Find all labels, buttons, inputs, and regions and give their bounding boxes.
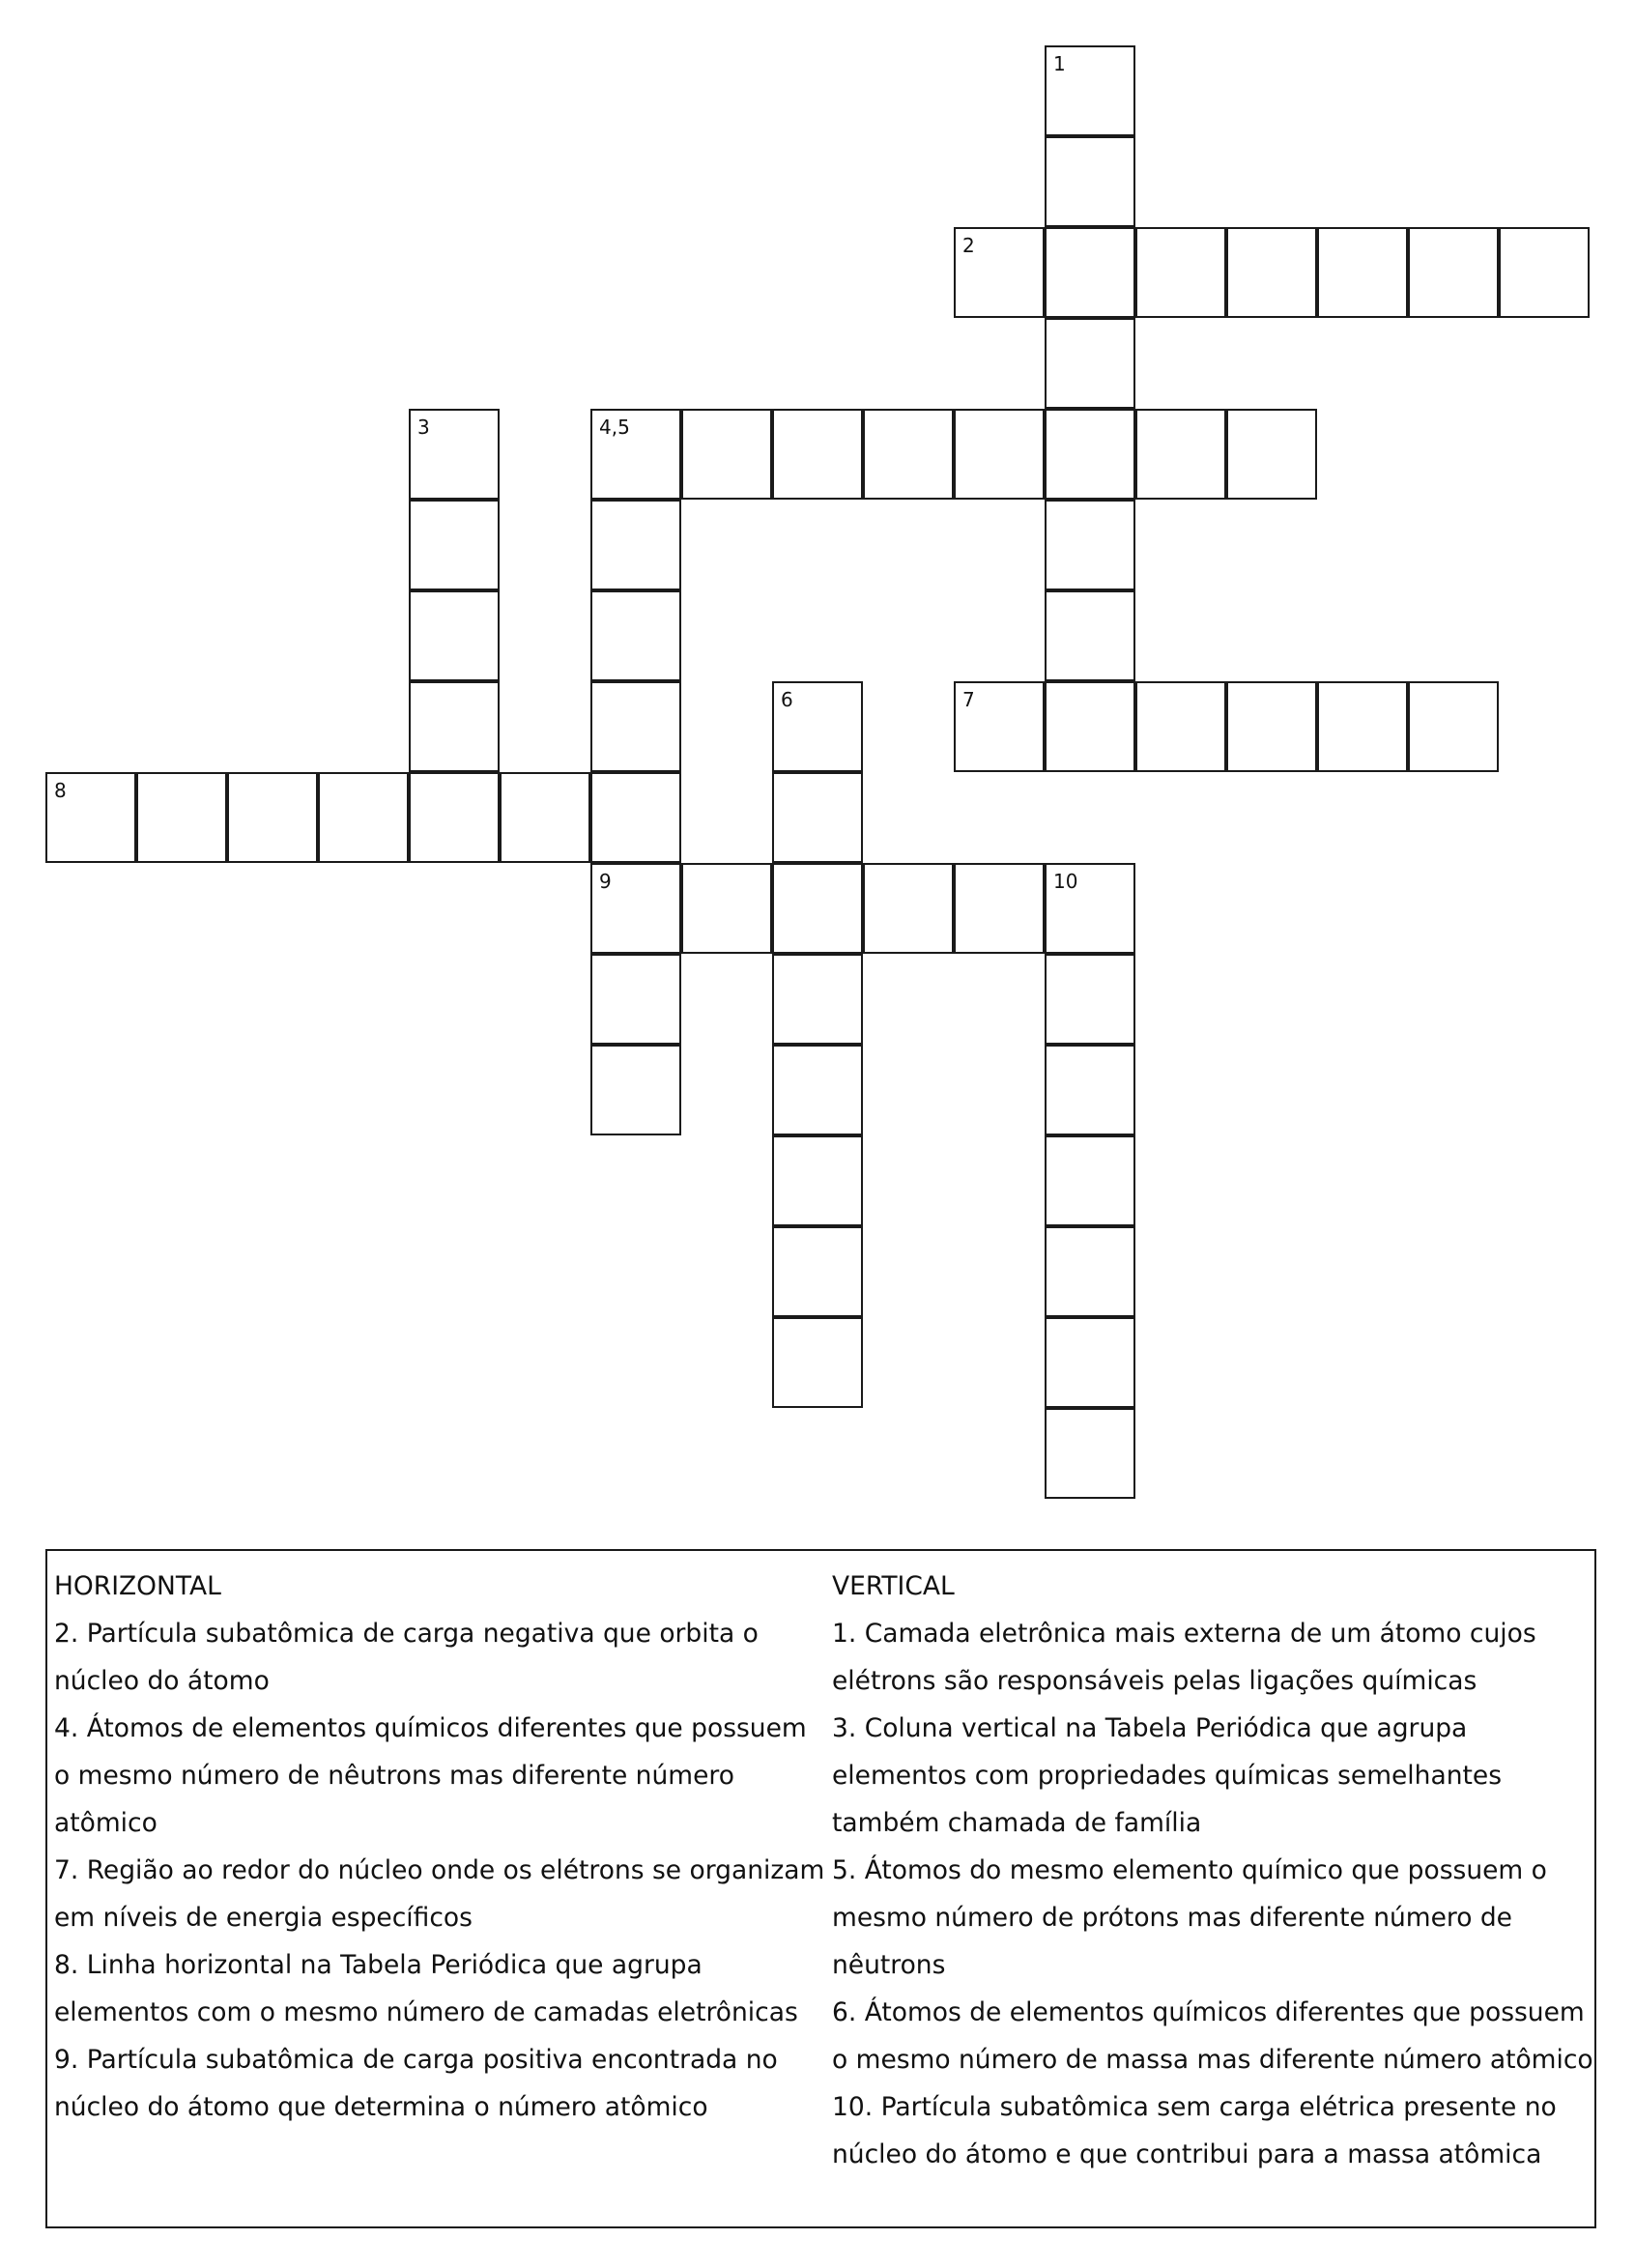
crossword-cell[interactable] bbox=[1408, 681, 1499, 772]
clue-horizontal-4: 4. Átomos de elementos químicos diferentes que possuem o mesmo número de nêutrons mas diferente número atômico bbox=[54, 1713, 807, 1838]
crossword-cell[interactable] bbox=[772, 1317, 863, 1408]
clue-number: 10 bbox=[1053, 870, 1078, 893]
crossword-cell[interactable] bbox=[45, 772, 136, 863]
clue-horizontal-9: 9. Partícula subatômica de carga positiva encontrada no núcleo do átomo que determina o número atômico bbox=[54, 2045, 778, 2122]
crossword-cell[interactable] bbox=[772, 409, 863, 500]
clue-number: 6 bbox=[781, 688, 793, 711]
crossword-cell[interactable] bbox=[1045, 1226, 1135, 1317]
crossword-cell[interactable] bbox=[1045, 45, 1135, 136]
crossword-cell[interactable] bbox=[1045, 136, 1135, 227]
crossword-cell[interactable] bbox=[590, 500, 681, 590]
clue-vertical-6: 6. Átomos de elementos químicos diferentes que possuem o mesmo número de massa mas diferente número atômico bbox=[832, 1997, 1593, 2075]
crossword-cell[interactable] bbox=[1045, 227, 1135, 318]
clue-number: 2 bbox=[962, 234, 975, 257]
crossword-cell[interactable] bbox=[863, 409, 954, 500]
crossword-cell[interactable] bbox=[1226, 227, 1317, 318]
crossword-cell[interactable] bbox=[1226, 409, 1317, 500]
crossword-cell[interactable] bbox=[681, 863, 772, 954]
crossword-cell[interactable] bbox=[954, 227, 1045, 318]
crossword-cell[interactable] bbox=[590, 863, 681, 954]
crossword-cell[interactable] bbox=[590, 590, 681, 681]
crossword-cell[interactable] bbox=[772, 954, 863, 1045]
crossword-cell[interactable] bbox=[590, 772, 681, 863]
crossword-cell[interactable] bbox=[227, 772, 318, 863]
crossword-cell[interactable] bbox=[1045, 409, 1135, 500]
crossword-cell[interactable] bbox=[954, 863, 1045, 954]
clue-number: 4,5 bbox=[599, 416, 630, 439]
crossword-cell[interactable] bbox=[409, 500, 500, 590]
crossword-cell[interactable] bbox=[1135, 227, 1226, 318]
horizontal-clues bbox=[54, 1563, 827, 2131]
crossword-cell[interactable] bbox=[681, 409, 772, 500]
clue-horizontal-2: 2. Partícula subatômica de carga negativa que orbita o núcleo do átomo bbox=[54, 1619, 759, 1696]
crossword-cell[interactable] bbox=[136, 772, 227, 863]
vertical-heading: VERTICAL bbox=[832, 1571, 955, 1601]
crossword-cell[interactable] bbox=[1045, 954, 1135, 1045]
crossword-cell[interactable] bbox=[954, 409, 1045, 500]
crossword-cell[interactable] bbox=[1045, 863, 1135, 954]
crossword-cell[interactable] bbox=[590, 681, 681, 772]
crossword-cell[interactable] bbox=[1045, 1045, 1135, 1135]
crossword-cell[interactable] bbox=[1045, 1408, 1135, 1499]
crossword-cell[interactable] bbox=[590, 409, 681, 500]
clue-vertical-1: 1. Camada eletrônica mais externa de um átomo cujos elétrons são responsáveis pelas ligações químicas bbox=[832, 1619, 1536, 1696]
crossword-cell[interactable] bbox=[1135, 409, 1226, 500]
crossword-cell[interactable] bbox=[1317, 681, 1408, 772]
crossword-cell[interactable] bbox=[1499, 227, 1590, 318]
clue-number: 8 bbox=[54, 779, 67, 802]
crossword-cell[interactable] bbox=[772, 681, 863, 772]
clue-vertical-10: 10. Partícula subatômica sem carga elétrica presente no núcleo do átomo e que contribui para a massa atômica bbox=[832, 2092, 1557, 2169]
clues-box bbox=[45, 1549, 1596, 2228]
crossword-cell[interactable] bbox=[772, 772, 863, 863]
clue-number: 1 bbox=[1053, 52, 1066, 75]
clue-vertical-3: 3. Coluna vertical na Tabela Periódica que agrupa elementos com propriedades químicas semelhantes também chamada de família bbox=[832, 1713, 1502, 1838]
horizontal-heading: HORIZONTAL bbox=[54, 1571, 221, 1601]
crossword-cell[interactable] bbox=[1226, 681, 1317, 772]
crossword-cell[interactable] bbox=[590, 954, 681, 1045]
crossword-cell[interactable] bbox=[772, 1135, 863, 1226]
crossword-cell[interactable] bbox=[1045, 318, 1135, 409]
crossword-cell[interactable] bbox=[1317, 227, 1408, 318]
crossword-cell[interactable] bbox=[1045, 590, 1135, 681]
clue-number: 7 bbox=[962, 688, 975, 711]
vertical-clues bbox=[832, 1563, 1595, 2178]
crossword-cell[interactable] bbox=[863, 863, 954, 954]
crossword-cell[interactable] bbox=[1045, 1317, 1135, 1408]
crossword-cell[interactable] bbox=[409, 772, 500, 863]
crossword-cell[interactable] bbox=[318, 772, 409, 863]
crossword-cell[interactable] bbox=[1045, 681, 1135, 772]
clue-number: 3 bbox=[417, 416, 430, 439]
crossword-cell[interactable] bbox=[409, 681, 500, 772]
crossword-cell[interactable] bbox=[409, 590, 500, 681]
clue-horizontal-8: 8. Linha horizontal na Tabela Periódica que agrupa elementos com o mesmo número de camadas eletrônicas bbox=[54, 1950, 798, 2027]
crossword-cell[interactable] bbox=[954, 681, 1045, 772]
crossword-cell[interactable] bbox=[772, 863, 863, 954]
crossword-cell[interactable] bbox=[1045, 1135, 1135, 1226]
clue-horizontal-7: 7. Região ao redor do núcleo onde os elétrons se organizam em níveis de energia específicos bbox=[54, 1855, 825, 1933]
crossword-cell[interactable] bbox=[1045, 500, 1135, 590]
crossword-cell[interactable] bbox=[772, 1045, 863, 1135]
crossword-cell[interactable] bbox=[1408, 227, 1499, 318]
crossword-cell[interactable] bbox=[772, 1226, 863, 1317]
clue-vertical-5: 5. Átomos do mesmo elemento químico que possuem o mesmo número de prótons mas diferente número de nêutrons bbox=[832, 1855, 1547, 1980]
clue-number: 9 bbox=[599, 870, 612, 893]
crossword-cell[interactable] bbox=[409, 409, 500, 500]
crossword-cell[interactable] bbox=[1135, 681, 1226, 772]
crossword-cell[interactable] bbox=[590, 1045, 681, 1135]
crossword-cell[interactable] bbox=[500, 772, 590, 863]
